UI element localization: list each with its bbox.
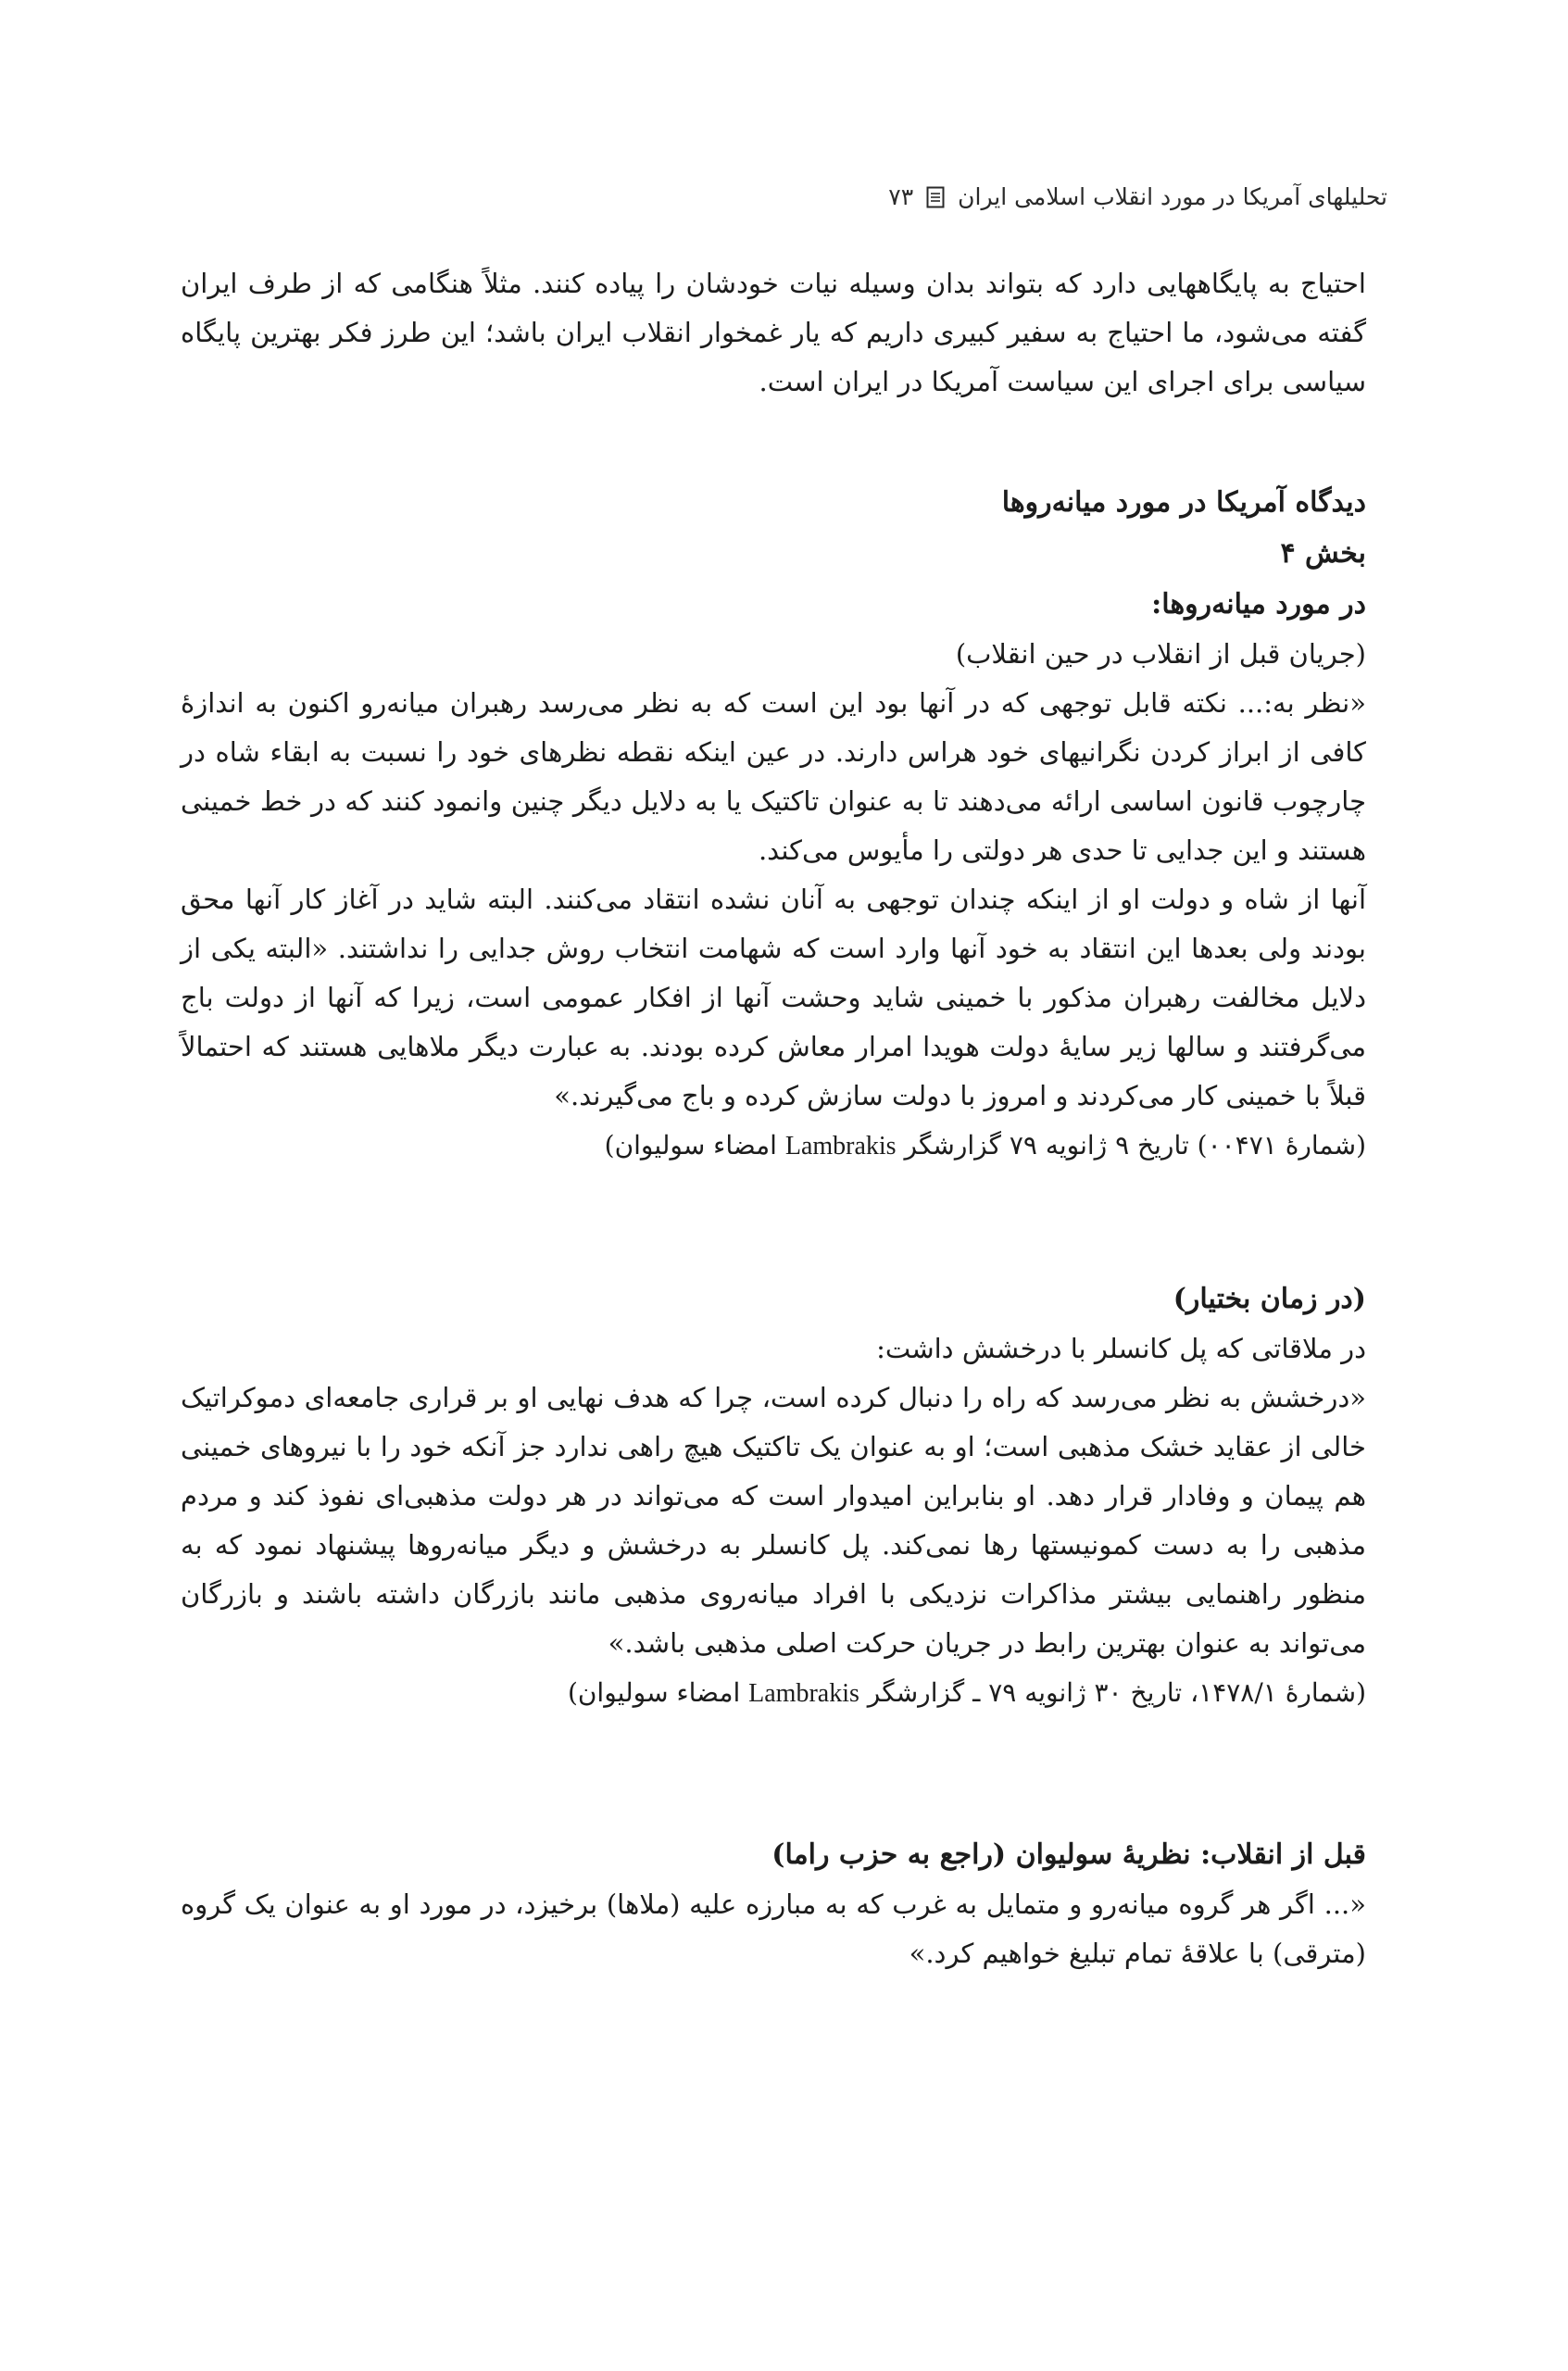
section-sullivan-theory [181,1829,1366,1978]
opening-paragraph-block [181,259,1366,407]
running-header-title: تحلیلهای آمریکا در مورد انقلاب اسلامی ایران [958,183,1387,210]
page-body [181,162,1366,2292]
quote-paragraph-1: «نظر به:... نکته قابل توجهی که در آنها بود این است که به نظر می‌رسد رهبران میانه‌رو اکنون به اندازهٔ کافی از ابراز کردن نگرانیهای خود هراس دارند. در عین اینکه نقطه نظرهای خود را نسبت به ابقاء شاه در چارچوب قانون اساسی ارائه می‌دهند تا به عنوان تاکتیک یا به دلایل دیگر چنین وانمود کنند که در خط خمینی هستند و این جدایی تا حدی هر دولتی را مأیوس می‌کند. [181,687,1366,866]
citation-suffix: امضاء سولیوان) [604,1130,777,1160]
quote-paragraph-2: آنها از شاه و دولت او از اینکه چندان توجهی به آنان نشده انتقاد می‌کنند. البته شاید در آغاز کار آنها محق بودند ولی بعدها این انتقاد به خود آنها وارد است که شهامت انتخاب روش جدایی را نداشتند. «البته یکی از دلایل مخالفت رهبران مذکور با خمینی شاید وحشت آنها از افکار عمومی است، زیرا که آنها از دولت باج می‌گرفتند و سالها زیر سایهٔ دولت هویدا امرار معاش کرده بودند. به عبارت دیگر ملاهایی هستند که احتمالاً قبلاً با خمینی کار می‌کردند و امروز با دولت سازش کرده و باج می‌گیرند.» [181,884,1366,1111]
citation-reporter: Lambrakis [784,1132,897,1160]
section-bakhtiar [181,1273,1366,1718]
section-heading: قبل از انقلاب: نظریهٔ سولیوان (راجع به حزب راما) [771,1838,1366,1871]
opening-paragraph: احتیاج به پایگاههایی دارد که بتواند بدان وسیله نیات خودشان را پیاده کنند. مثلاً هنگامی که از طرف ایران گفته می‌شود، ما احتیاج به سفیر کبیری داریم که یار غمخوار انقلاب ایران باشد؛ این طرز فکر بهترین پایگاه سیاسی برای اجرای این سیاست آمریکا در ایران است. [181,268,1366,397]
section-part-label: بخش ۴ [1280,537,1366,570]
section-heading: (در زمان بختیار) [1173,1283,1366,1315]
citation-reporter: Lambrakis [748,1679,859,1708]
quote-paragraph: «درخشش به نظر می‌رسد که راه را دنبال کرده است، چرا که هدف نهایی او بر قراری جامعه‌ای دموکراتیک خالی از عقاید خشک مذهبی است؛ او به عنوان یک تاکتیک هیچ راهی ندارد جز آنکه خود را با نیروهای خمینی هم پیمان و وفادار قرار دهد. او بنابراین امیدوار است که می‌تواند در هر دولت مذهبی‌ای نفوذ کند و مردم مذهبی را به دست کمونیستها رها نمی‌کند. پل کانسلر به درخشش و دیگر میانه‌روها پیشنهاد نمود که به منظور راهنمایی بیشتر مذاکرات نزدیکی با افراد میانه‌روی مذهبی مانند بازرگان داشته باشند و بازرگان می‌تواند به عنوان بهترین رابط در جریان حرکت اصلی مذهبی باشد.» [181,1382,1366,1659]
section-subtitle: در مورد میانه‌روها: [1151,588,1366,621]
citation-suffix: امضاء سولیوان) [567,1677,741,1708]
citation-prefix: (شمارهٔ ۱۴۷۸/۱، تاریخ ۳۰ ژانویه ۷۹ ـ گزارشگر [867,1677,1366,1708]
citation-line [181,1121,1366,1171]
section-title: دیدگاه آمریکا در مورد میانه‌روها [1001,486,1366,519]
citation-line [181,1668,1366,1718]
section-moderates [181,477,1366,1171]
quote-paragraph: «... اگر هر گروه میانه‌رو و متمایل به غرب که به مبارزه علیه (ملاها) برخیزد، در مورد او به عنوان یک گروه (مترقی) با علاقهٔ تمام تبلیغ خواهیم کرد.» [181,1888,1366,1969]
citation-prefix: (شمارهٔ ۰۰۴۷۱) تاریخ ۹ ژانویه ۷۹ گزارشگر [904,1130,1366,1160]
section-context-line: (جریان قبل از انقلاب در حین انقلاب) [955,638,1366,670]
page-number: ۷۳ [888,183,914,210]
section-intro-line: در ملاقاتی که پل کانسلر با درخشش داشت: [876,1333,1366,1364]
